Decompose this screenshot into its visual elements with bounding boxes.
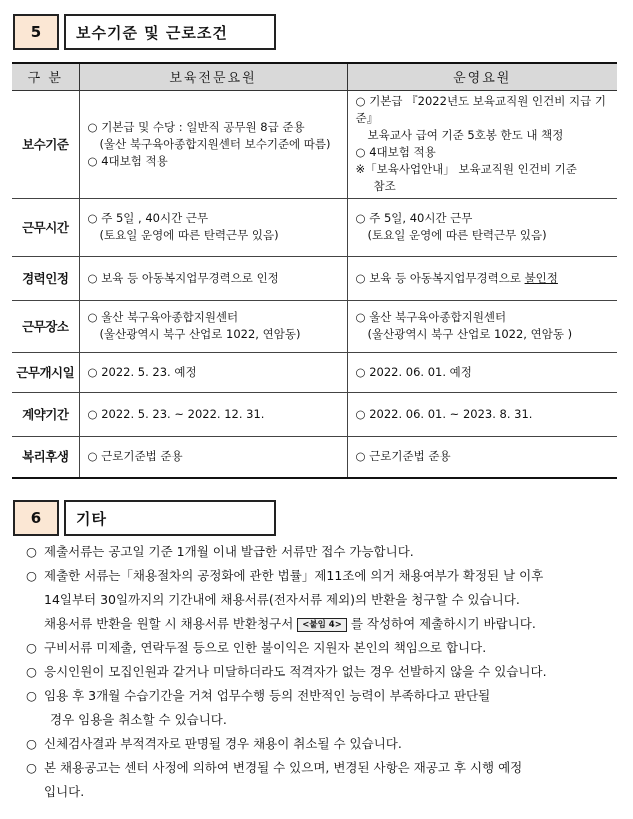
cell-line: ○ 2022. 06. 01. 예정 <box>355 364 472 379</box>
cell-line: ○ 2022. 5. 23. 예정 <box>87 364 197 379</box>
cell-line: (울산광역시 북구 산업로 1022, 연암동) <box>99 327 301 341</box>
cell-line: ○ 기본급 및 수당 : 일반직 공무원 8급 준용 <box>87 119 305 134</box>
cell-specialist <box>79 198 347 256</box>
cell-operations <box>347 300 617 352</box>
header-operations-staff: 운영요원 <box>347 63 617 90</box>
row-label: 경력인정 <box>12 256 79 300</box>
table-row <box>12 256 617 300</box>
cell-operations <box>347 90 617 198</box>
table-row <box>12 392 617 436</box>
cell-specialist <box>79 392 347 436</box>
table-row <box>12 198 617 256</box>
table-row <box>12 300 617 352</box>
note-line: 를 작성하여 제출하시기 바랍니다. <box>350 616 536 631</box>
circle-bullet-icon: ○ <box>26 760 37 775</box>
cell-line: ○ 기본급 『2022년도 보육교직원 인건비 지급 기준』 <box>355 94 606 125</box>
cell-line: (울산 북구육아종합지원센터 보수기준에 따름) <box>99 136 331 151</box>
conditions-table <box>12 62 617 479</box>
cell-specialist <box>79 436 347 478</box>
list-item <box>26 660 616 684</box>
note-line: 14일부터 30일까지의 기간내에 채용서류(전자서류 제외)의 반환을 청구할 수 있습니다. <box>44 592 520 607</box>
header-category: 구 분 <box>12 63 79 90</box>
circle-bullet-icon: ○ <box>26 736 37 751</box>
cell-operations <box>347 256 617 300</box>
list-item <box>26 756 616 804</box>
cell-specialist <box>79 300 347 352</box>
cell-line: ○ 울산 북구육아종합지원센터 <box>355 310 507 324</box>
row-label: 근무개시일 <box>12 352 79 392</box>
note-line: 제출한 서류는「채용절차의 공정화에 관한 법률」제11조에 의거 채용여부가 확정된 날 이후 <box>44 568 544 583</box>
list-item <box>26 636 616 660</box>
cell-line: ○ 2022. 06. 01. ~ 2023. 8. 31. <box>355 406 533 421</box>
cell-line: ○ 울산 북구육아종합지원센터 <box>87 310 239 324</box>
cell-specialist <box>79 256 347 300</box>
note-line: 경우 임용을 취소할 수 있습니다. <box>50 712 227 727</box>
note-line: 임용 후 3개월 수습기간을 거쳐 업무수행 등의 전반적인 능력이 부족하다고 판단될 <box>44 688 491 703</box>
cell-line: ○ 보육 등 아동복지업무경력으로 <box>355 270 525 285</box>
cell-specialist <box>79 352 347 392</box>
table-row <box>12 90 617 198</box>
note-text <box>44 564 616 636</box>
attachment-tag: <붙임 4> <box>297 618 347 632</box>
cell-line: (토요일 운영에 따른 탄력근무 있음) <box>367 228 547 242</box>
cell-line: ○ 4대보험 적용 <box>87 153 168 168</box>
circle-bullet-icon: ○ <box>26 664 37 679</box>
cell-line: ○ 4대보험 적용 <box>355 145 436 159</box>
note-text: 신체검사결과 부적격자로 판명될 경우 채용이 취소될 수 있습니다. <box>44 736 402 751</box>
cell-line: ○ 2022. 5. 23. ~ 2022. 12. 31. <box>87 406 265 421</box>
header-childcare-specialist: 보육전문요원 <box>79 63 347 90</box>
circle-bullet-icon: ○ <box>26 568 37 583</box>
note-text <box>44 756 616 804</box>
note-line: 채용서류 반환을 원할 시 채용서류 반환청구서 <box>44 616 294 631</box>
table-header-row <box>12 63 617 90</box>
table-row <box>12 352 617 392</box>
row-label: 근무시간 <box>12 198 79 256</box>
note-text: 제출서류는 공고일 기준 1개월 이내 발급한 서류만 접수 가능합니다. <box>44 544 414 559</box>
cell-line: ○ 근로기준법 준용 <box>87 449 183 464</box>
notes-list <box>26 540 616 804</box>
underlined-text: 불인정 <box>524 270 558 285</box>
section-number: 6 <box>13 500 59 536</box>
cell-line: ○ 주 5일, 40시간 근무 <box>355 211 473 225</box>
section-title: 보수기준 및 근로조건 <box>64 14 276 50</box>
circle-bullet-icon: ○ <box>26 688 37 703</box>
row-label: 복리후생 <box>12 436 79 478</box>
section-6-header <box>13 500 276 536</box>
cell-operations <box>347 352 617 392</box>
note-line: 입니다. <box>44 784 85 799</box>
row-label: 보수기준 <box>12 90 79 198</box>
cell-line: 보육교사 급여 기준 5호봉 한도 내 책정 <box>367 128 564 142</box>
circle-bullet-icon: ○ <box>26 544 37 559</box>
section-number: 5 <box>13 14 59 50</box>
note-line: 본 채용공고는 센터 사정에 의하여 변경될 수 있으며, 변경된 사항은 재공고 후 시행 예정 <box>44 760 523 775</box>
note-text: 구비서류 미제출, 연락두절 등으로 인한 불이익은 지원자 본인의 책임으로 합니다. <box>44 640 487 655</box>
table-row <box>12 436 617 478</box>
row-label: 계약기간 <box>12 392 79 436</box>
circle-bullet-icon: ○ <box>26 640 37 655</box>
list-item <box>26 684 616 732</box>
row-label: 근무장소 <box>12 300 79 352</box>
list-item <box>26 564 616 636</box>
cell-line: ○ 보육 등 아동복지업무경력으로 인정 <box>87 270 279 285</box>
cell-specialist <box>79 90 347 198</box>
cell-line: ※「보육사업안내」 보육교직원 인건비 기준 <box>355 162 577 176</box>
cell-line: ○ 주 5일 , 40시간 근무 <box>87 211 209 225</box>
cell-operations <box>347 436 617 478</box>
cell-line: ○ 근로기준법 준용 <box>355 449 451 464</box>
cell-line: (울산광역시 북구 산업로 1022, 연암동 ) <box>367 327 573 341</box>
cell-operations <box>347 392 617 436</box>
cell-line: 참조 <box>373 179 396 193</box>
list-item <box>26 732 616 756</box>
section-title: 기타 <box>64 500 276 536</box>
note-text <box>44 684 616 732</box>
cell-operations <box>347 198 617 256</box>
section-5-header <box>13 14 276 50</box>
note-text: 응시인원이 모집인원과 같거나 미달하더라도 적격자가 없는 경우 선발하지 않을 수 있습니다. <box>44 664 547 679</box>
list-item <box>26 540 616 564</box>
cell-line: (토요일 운영에 따른 탄력근무 있음) <box>99 228 279 242</box>
